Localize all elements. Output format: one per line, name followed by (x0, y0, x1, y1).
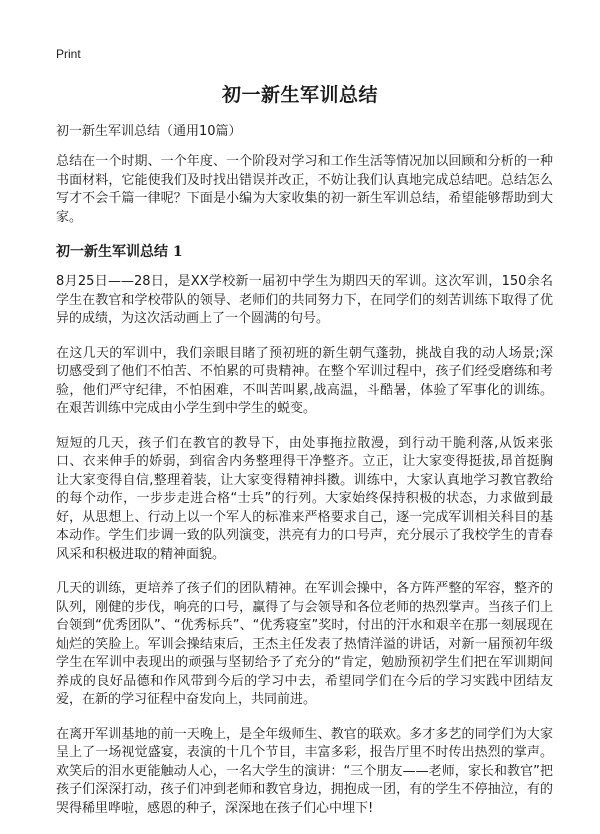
intro-paragraph: 总结在一个时期、一个年度、一个阶段对学习和工作生活等情况加以回顾和分析的一种书面材料，它能使我们及时找出错误并改正，不妨让我们认真地完成总结吧。总结怎么写才不会千篇一律呢？下面是小编为大家收集的初一新生军训总结，希望能够帮助到大家。 (56, 154, 553, 225)
section-heading: 初一新生军训总结 1 (56, 244, 183, 260)
body-paragraph: 短短的几天，孩子们在教官的教导下，由处事拖拉散漫，到行动干脆利落,从饭来张口、衣来伸手的娇弱，到宿舍内务整理得干净整齐。立正，让大家变得挺拔,昂首挺胸让大家变得自信,整理着装，让大家变得精神抖擞。训练中，大家认真地学习教官教给的每个动作，一步步走进合格“士兵”的行列。大家始终保持积极的状态，力求做到最好，从思想上、行动上以一个军人的标准来严格要求自己，逐一完成军训相关科目的基本动作。学生们步调一致的队列演变，洪亮有力的口号声，充分展示了我校学生的青春风采和积极进取的精神面貌。 (56, 435, 553, 562)
body-paragraph: 8月25日——28日，是XX学校新一届初中学生为期四天的军训。这次军训，150余名学生在教官和学校带队的领导、老师们的共同努力下，在同学们的刻苦训练下取得了优异的成绩，为这次活动画上了一个圆满的句号。 (56, 274, 553, 326)
body-paragraph: 在离开军训基地的前一天晚上，是全年级师生、教官的联欢。多才多艺的同学们为大家呈上了一场视觉盛宴，表演的十几个节目，丰富多彩，报告厅里不时传出热烈的掌声。欢笑后的泪水更能触动人心，一名大学生的演讲：“三个朋友——老师，家长和教官”把孩子们深深打动，孩子们冲到老师和教官身边，拥抱成一团，有的学生不停抽泣，有的哭得稀里哗啦，感恩的种子，深深地在孩子们心中埋下! (56, 726, 553, 816)
page-title: 初一新生军训总结 (221, 84, 378, 106)
body-paragraph: 在这几天的军训中，我们亲眼目睹了预初班的新生朝气蓬勃，挑战自我的动人场景;深切感受到了他们不怕苦、不怕累的可贵精神。在整个军训过程中，孩子们经受磨练和考验，他们严守纪律，不怕困难，不叫苦叫累,战高温，斗酷暑，体验了军事化的训练。在艰苦训练中完成由小学生到中学生的蜕变。 (56, 345, 553, 416)
print-link[interactable]: Print (56, 47, 81, 61)
article-subtitle: 初一新生军训总结（通用10篇） (56, 124, 242, 139)
article-body (56, 122, 553, 834)
body-paragraph: 几天的训练，更培养了孩子们的团队精神。在军训会操中，各方阵严整的军容，整齐的队列，刚健的步伐，响亮的口号，赢得了与会领导和各位老师的热烈掌声。当孩子们上台领到“优秀团队”、“优秀标兵”、“优秀寝室”奖时，付出的汗水和艰辛在那一刻展现在灿烂的笑脸上。军训会操结束后，王杰主任发表了热情洋溢的讲话，对新一届预初年级学生在军训中表现出的顽强与坚韧给予了充分的“肯定，勉励预初学生们把在军训期间养成的良好品德和作风带到今后的学习中去，希望同学们在今后的学习实践中团结友爱，在新的学习征程中奋发向上，共同前进。 (56, 581, 553, 707)
